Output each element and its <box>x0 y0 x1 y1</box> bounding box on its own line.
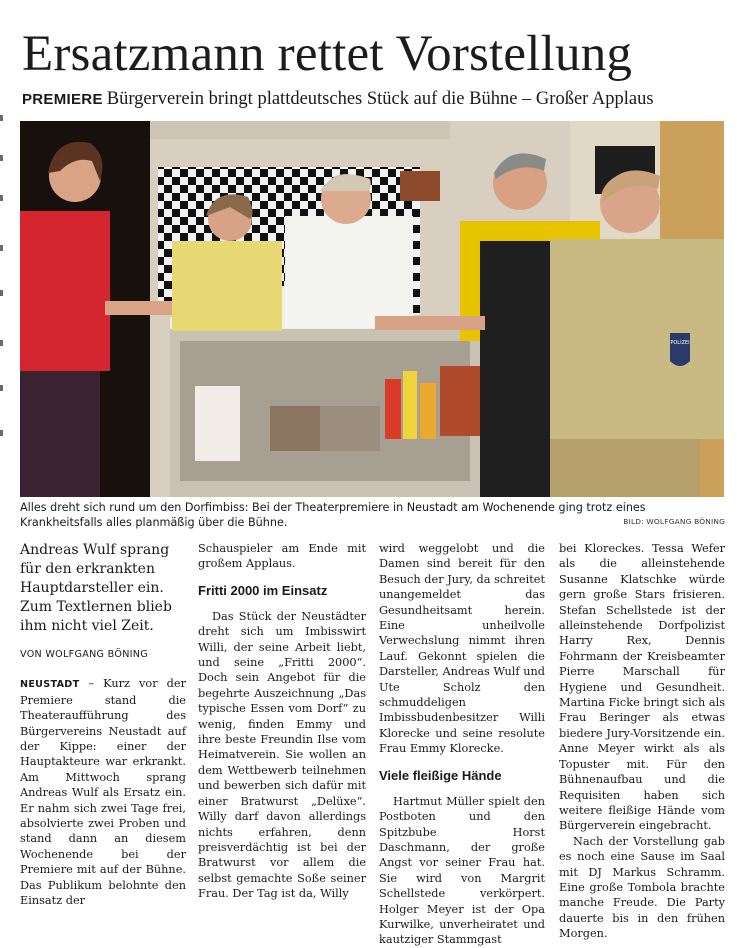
photo-credit: BILD: WOLFGANG BÖNING <box>623 517 725 526</box>
section-heading: Viele fleißige Hände <box>379 767 502 783</box>
article-column-2 <box>198 541 366 902</box>
section-heading: Fritti 2000 im Einsatz <box>198 582 328 598</box>
article-paragraph: wird weggelobt und die Damen sind bereit für den Besuch der Jury, da schreitet unangemeldet das Gesundheitsamt herein. Eine unheilvolle Verwechslung nimmt ihren Lauf. Gekonnt spielen die Darsteller, Andreas Wulf und Ute Scholz den schmuddeligen Imbissbudenbesitzer Willi Klorecke und seine resolute Frau Emmy Klorecke. <box>379 542 545 756</box>
article-photo <box>20 121 724 497</box>
article-paragraph-text: – Kurz vor der Premiere stand die Theateraufführung des Bürgervereins Neustadt auf der Kippe: einer der Hauptakteure war erkrankt. Am Mittwoch sprang Andreas Wulf als Ersatz ein. Er nahm sich zwei Tage frei, absolvierte zwei Proben und stand dann an diesem Wochenende bei der Premiere mit auf der Bühne. Das Publikum belohnte den Einsatz der <box>20 677 186 908</box>
article-column-3 <box>379 541 545 948</box>
article-paragraph: Hartmut Müller spielt den Postboten und den Spitzbube Horst Daschmann, der große Angst vor seiner Frau hat. Sie wird von Margrit Schellstede verkörpert. Holger Meyer ist der Opa Kurwilke, unverheiratet und kautziger Stammgast <box>379 794 545 947</box>
article-paragraph: Schauspieler am Ende mit großem Applaus. <box>198 542 366 571</box>
article-column-1 <box>20 541 186 909</box>
byline: VON WOLFGANG BÖNING <box>20 649 149 660</box>
article-paragraph: bei Kloreckes. Tessa Wefer als die alleinstehende Susanne Klatschke würde gern große Stars frisieren. Stefan Schellstede ist der alleinstehende Dorfpolizist Harry Rex, Dennis Fohrmann der Kreisbeamter Pierre Marschall für Hygiene und Gesundheit. Martina Ficke bringt sich als Frau Beringer als etwas biedere Jury-Vorsitzende ein. Anne Meyer wirkt als als Topuster mit. Für den Bühnenaufbau und die Requisiten haben sich weitere fleißige Hände vom Bürgerverein eingebracht. <box>559 542 725 833</box>
police-patch-text: POLIZEI <box>670 340 690 346</box>
article-column-4 <box>559 541 725 942</box>
margin-crop-marks <box>0 115 4 475</box>
article-headline: Ersatzmann rettet Vorstellung <box>22 26 633 82</box>
photo-caption: Alles dreht sich rund um den Dorfimbiss: Bei der Theaterpremiere in Neustadt am Wochenende ging trotz eines Krankheitsfalls alles planmäßig über die Bühne. <box>20 501 646 529</box>
article-paragraph: Das Stück der Neustädter dreht sich um Imbisswirt Willi, der seine Arbeit liebt, und seine „Fritti 2000“. Doch sein Angebot für die begehrte Auszeichnung „Das typische Essen vom Dorf“ zu wenig, finden Emmy und ihre beste Freundin Ilse vom Heimatverein. Sie wollen an dem Wettbewerb teilnehmen und bewerben sich dafür mit einer Bratwurst „Delüxe“. Willy darf davon allerdings nichts erfahren, denn preisverdächtig ist bei der Bratwurst vor allem die selbst gemachte Soße seiner Frau. Der Tag ist da, Willy <box>198 609 366 901</box>
kicker-label: PREMIERE <box>22 91 103 108</box>
article-paragraph <box>20 676 186 908</box>
article-subheadline: Bürgerverein bringt plattdeutsches Stück auf die Bühne – Großer Applaus <box>106 89 654 109</box>
dateline: NEUSTADT <box>20 679 80 691</box>
article-paragraph: Nach der Vorstellung gab es noch eine Sause im Saal mit DJ Markus Schramm. Eine große Tombola brachte manche Freude. Die Party dauerte bis in den frühen Morgen. <box>559 834 725 941</box>
article-subheadline-row <box>22 88 722 111</box>
article-lead: Andreas Wulf sprang für den erkrankten Hauptdarsteller ein. Zum Textlernen blieb ihm nicht viel Zeit. <box>20 542 172 634</box>
